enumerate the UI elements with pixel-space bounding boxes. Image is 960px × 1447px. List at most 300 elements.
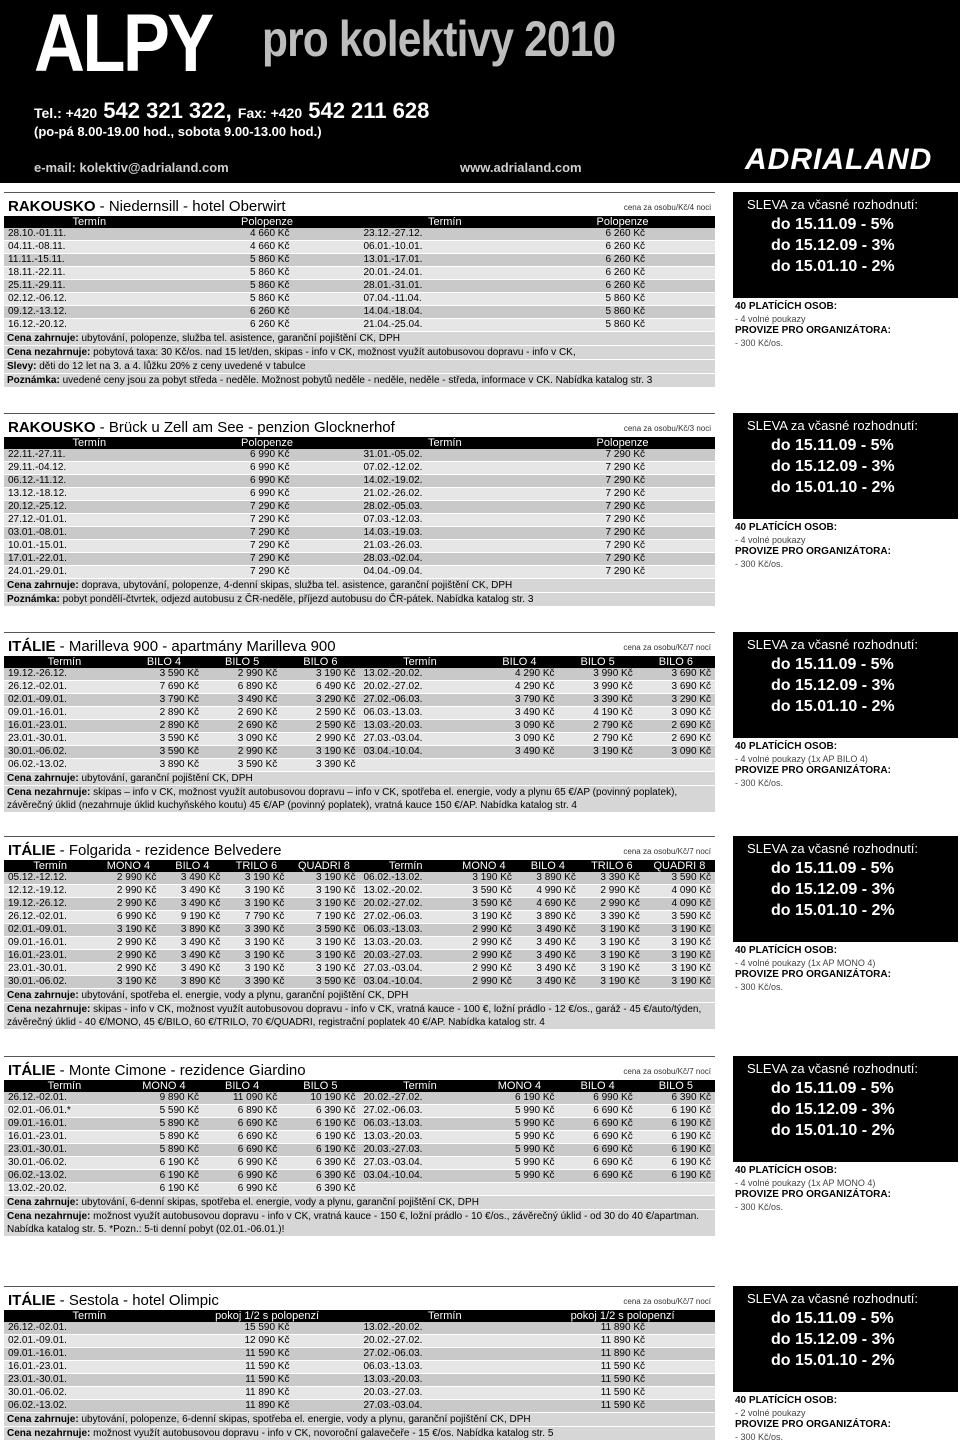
price-cell: 6 990 Kč [175, 462, 360, 475]
discount-title: SLEVA za včasné rozhodnutí: [747, 1291, 919, 1306]
column-header: Polopenze [175, 437, 360, 449]
offer-title [4, 836, 715, 860]
price-cell: 11 890 Kč [530, 1335, 715, 1348]
hotel-name: - Niedernsill - hotel Oberwirt [95, 198, 286, 215]
table-row [4, 306, 715, 319]
offer-notes [4, 1413, 715, 1441]
date-cell: 27.03.-03.04. [359, 1400, 530, 1413]
price-cell: 5 990 Kč [480, 1118, 558, 1131]
price-cell: 3 490 Kč [516, 963, 580, 976]
price-cell: 6 190 Kč [637, 1118, 715, 1131]
commission-value: - 300 Kč/os. [735, 559, 784, 569]
price-cell: 6 690 Kč [559, 1131, 637, 1144]
column-header: Termín [359, 656, 480, 668]
note-label: Cena zahrnuje: [7, 580, 79, 591]
price-cell: 3 190 Kč [288, 963, 359, 976]
price-cell: 4 090 Kč [644, 898, 715, 911]
commission-label: PROVIZE PRO ORGANIZÁTORA: [735, 325, 891, 336]
table-row [4, 976, 715, 989]
price-cell: 3 590 Kč [644, 872, 715, 885]
group-info [735, 1395, 960, 1443]
price-cell: 2 890 Kč [125, 707, 203, 720]
price-cell: 5 860 Kč [175, 293, 360, 306]
date-cell: 16.01.-23.01. [4, 720, 125, 733]
table-row [4, 872, 715, 885]
date-cell: 09.01.-16.01. [4, 937, 96, 950]
price-cell [637, 759, 715, 772]
price-cell: 4 290 Kč [480, 681, 558, 694]
price-cell: 3 690 Kč [637, 668, 715, 681]
price-cell: 3 190 Kč [580, 937, 644, 950]
table-row [4, 1118, 715, 1131]
date-cell: 20.02.-27.02. [359, 898, 451, 911]
date-cell: 23.01.-30.01. [4, 1144, 125, 1157]
table-row [4, 488, 715, 501]
discount-d1: do 15.11.09 - 5% [771, 656, 894, 673]
note-line [4, 374, 715, 388]
discount-d1: do 15.11.09 - 5% [771, 437, 894, 454]
offer-section [4, 632, 715, 813]
price-cell: 5 990 Kč [480, 1170, 558, 1183]
fax-label: Fax: +420 [237, 105, 303, 121]
price-cell [559, 1183, 637, 1196]
group-size-label: 40 PLATÍCÍCH OSOB: [735, 741, 838, 752]
note-line [4, 786, 715, 813]
price-cell: 2 990 Kč [96, 872, 160, 885]
discount-title: SLEVA za včasné rozhodnutí: [747, 841, 919, 856]
offer-section [4, 1056, 715, 1237]
price-cell: 5 860 Kč [175, 254, 360, 267]
date-cell: 13.02.-20.02. [359, 1322, 530, 1335]
discount-d3: do 15.01.10 - 2% [771, 258, 895, 275]
price-cell: 5 890 Kč [125, 1118, 203, 1131]
price-cell: 4 290 Kč [480, 668, 558, 681]
column-header: Termín [359, 216, 530, 228]
table-row [4, 254, 715, 267]
offer-section [4, 1286, 715, 1441]
date-cell: 29.11.-04.12. [4, 462, 175, 475]
price-cell: 6 990 Kč [203, 1170, 281, 1183]
price-cell: 3 490 Kč [160, 963, 224, 976]
price-cell: 6 260 Kč [530, 241, 715, 254]
price-cell: 3 890 Kč [125, 759, 203, 772]
price-cell: 3 490 Kč [160, 872, 224, 885]
price-cell: 6 890 Kč [203, 1105, 281, 1118]
price-table [4, 860, 715, 989]
commission-label: PROVIZE PRO ORGANIZÁTORA: [735, 969, 891, 980]
price-cell: 3 590 Kč [452, 898, 516, 911]
price-cell: 3 190 Kč [224, 963, 288, 976]
column-header: Termín [359, 437, 530, 449]
date-cell: 20.02.-27.02. [359, 1335, 530, 1348]
price-cell: 5 990 Kč [480, 1131, 558, 1144]
country-name: ITÁLIE [8, 638, 56, 655]
price-cell: 5 890 Kč [125, 1144, 203, 1157]
price-cell: 6 260 Kč [530, 254, 715, 267]
table-row [4, 267, 715, 280]
price-cell: 11 590 Kč [175, 1374, 360, 1387]
table-row [4, 241, 715, 254]
price-cell: 3 190 Kč [644, 950, 715, 963]
column-header: Termín [4, 437, 175, 449]
discount-d1: do 15.11.09 - 5% [771, 860, 894, 877]
price-cell [637, 1183, 715, 1196]
price-cell: 6 490 Kč [281, 681, 359, 694]
price-cell: 6 990 Kč [203, 1157, 281, 1170]
discount-d3: do 15.01.10 - 2% [771, 1352, 895, 1369]
discount-d3: do 15.01.10 - 2% [771, 902, 895, 919]
date-cell [359, 759, 480, 772]
date-cell: 14.04.-18.04. [359, 306, 530, 319]
price-cell: 5 990 Kč [480, 1105, 558, 1118]
price-cell: 4 190 Kč [559, 707, 637, 720]
offer-heading [8, 419, 395, 436]
table-row [4, 319, 715, 332]
price-cell: 3 190 Kč [224, 950, 288, 963]
price-cell: 5 990 Kč [480, 1157, 558, 1170]
price-cell: 3 290 Kč [281, 694, 359, 707]
group-info [735, 301, 960, 349]
table-row [4, 475, 715, 488]
column-header: BILO 4 [203, 1080, 281, 1092]
offer-section [4, 413, 715, 607]
price-cell: 3 890 Kč [516, 911, 580, 924]
price-cell: 3 390 Kč [559, 694, 637, 707]
column-header: MONO 4 [480, 1080, 558, 1092]
price-cell: 2 990 Kč [96, 963, 160, 976]
date-cell: 17.01.-22.01. [4, 553, 175, 566]
offer-notes [4, 989, 715, 1030]
column-header: MONO 4 [452, 860, 516, 872]
price-cell: 2 990 Kč [96, 950, 160, 963]
price-cell: 7 290 Kč [530, 514, 715, 527]
note-label: Slevy: [7, 361, 37, 372]
date-cell: 06.12.-11.12. [4, 475, 175, 488]
date-cell: 03.04.-10.04. [359, 976, 451, 989]
date-cell: 04.11.-08.11. [4, 241, 175, 254]
price-cell: 3 190 Kč [580, 924, 644, 937]
commission-label: PROVIZE PRO ORGANIZÁTORA: [735, 1189, 891, 1200]
price-cell: 3 890 Kč [160, 976, 224, 989]
price-cell: 3 990 Kč [559, 681, 637, 694]
price-cell: 2 990 Kč [203, 668, 281, 681]
note-label: Cena zahrnuje: [7, 333, 79, 344]
price-unit-note: cena za osobu/Kč/7 nocí [623, 643, 711, 652]
column-header: BILO 4 [559, 1080, 637, 1092]
discount-d2: do 15.12.09 - 3% [771, 881, 895, 898]
price-cell: 6 690 Kč [559, 1157, 637, 1170]
price-cell: 3 490 Kč [516, 937, 580, 950]
date-cell: 06.01.-10.01. [359, 241, 530, 254]
price-cell: 11 890 Kč [175, 1400, 360, 1413]
price-cell: 2 590 Kč [281, 707, 359, 720]
date-cell: 02.01.-09.01. [4, 924, 96, 937]
price-table [4, 437, 715, 579]
note-line [4, 1210, 715, 1237]
note-text: skipas – info v CK, možnost využít autobusovou dopravu – info v CK, spotřeba el. energie, vody a plynu 65 €/AP (povinný poplatek), závěrečný úklid (nezahrnuje úklid kuchyňského koutu) 45 €/AP (povinný poplatek), vratná kauce 150 €/AP. Nabídka katalog str. 4 [7, 787, 678, 811]
price-cell: 6 260 Kč [175, 306, 360, 319]
price-unit-note: cena za osobu/Kč/7 nocí [623, 847, 711, 856]
table-row [4, 898, 715, 911]
country-name: ITÁLIE [8, 1292, 56, 1309]
price-cell: 3 190 Kč [288, 937, 359, 950]
date-cell: 20.02.-27.02. [359, 1092, 480, 1105]
price-cell: 4 990 Kč [516, 885, 580, 898]
discount-d3: do 15.01.10 - 2% [771, 1122, 895, 1139]
note-line [4, 346, 715, 360]
price-cell: 6 690 Kč [559, 1170, 637, 1183]
discount-d1: do 15.11.09 - 5% [771, 1310, 894, 1327]
date-cell: 10.01.-15.01. [4, 540, 175, 553]
table-row [4, 293, 715, 306]
date-cell: 06.02.-13.02. [4, 1170, 125, 1183]
price-table [4, 656, 715, 772]
price-cell: 7 290 Kč [175, 566, 360, 579]
commission-label: PROVIZE PRO ORGANIZÁTORA: [735, 1419, 891, 1430]
price-cell: 7 290 Kč [530, 488, 715, 501]
price-cell: 3 190 Kč [224, 898, 288, 911]
price-cell: 11 890 Kč [175, 1387, 360, 1400]
date-cell: 27.02.-06.03. [359, 694, 480, 707]
date-cell: 20.02.-27.02. [359, 681, 480, 694]
table-row [4, 707, 715, 720]
date-cell: 13.03.-20.03. [359, 720, 480, 733]
price-cell: 6 690 Kč [559, 1144, 637, 1157]
price-cell: 6 390 Kč [281, 1170, 359, 1183]
table-row [4, 759, 715, 772]
column-header: pokoj 1/2 s polopenzí [530, 1310, 715, 1322]
price-cell: 3 190 Kč [644, 924, 715, 937]
table-row [4, 1387, 715, 1400]
discount-d3: do 15.01.10 - 2% [771, 479, 895, 496]
date-cell: 24.01.-29.01. [4, 566, 175, 579]
price-cell: 6 990 Kč [175, 449, 360, 462]
price-cell: 2 990 Kč [452, 924, 516, 937]
note-label: Cena nezahrnuje: [7, 347, 91, 358]
price-cell: 6 190 Kč [480, 1092, 558, 1105]
date-cell: 21.03.-26.03. [359, 540, 530, 553]
group-info [735, 945, 960, 993]
date-cell: 30.01.-06.02. [4, 1387, 175, 1400]
date-cell: 16.01.-23.01. [4, 1361, 175, 1374]
commission-label: PROVIZE PRO ORGANIZÁTORA: [735, 765, 891, 776]
price-cell: 3 190 Kč [580, 976, 644, 989]
price-table [4, 1310, 715, 1413]
offer-heading [8, 1062, 306, 1079]
price-cell: 3 090 Kč [480, 733, 558, 746]
date-cell: 31.01.-05.02. [359, 449, 530, 462]
table-row [4, 1335, 715, 1348]
note-line [4, 1413, 715, 1427]
main-title: ALPY [34, 0, 212, 89]
price-cell: 2 690 Kč [203, 720, 281, 733]
price-cell: 6 990 Kč [175, 475, 360, 488]
column-header: BILO 5 [203, 656, 281, 668]
hotel-name: - Monte Cimone - rezidence Giardino [55, 1062, 306, 1079]
price-cell: 2 690 Kč [637, 733, 715, 746]
date-cell: 21.02.-26.02. [359, 488, 530, 501]
price-cell: 2 990 Kč [452, 976, 516, 989]
website-link[interactable]: www.adrialand.com [460, 160, 582, 175]
group-info [735, 1165, 960, 1213]
price-cell: 3 390 Kč [281, 759, 359, 772]
price-cell: 3 090 Kč [637, 707, 715, 720]
date-cell: 21.04.-25.04. [359, 319, 530, 332]
price-cell: 2 990 Kč [203, 746, 281, 759]
price-cell: 7 290 Kč [530, 501, 715, 514]
free-vouchers: - 2 volné poukazy [735, 1408, 806, 1418]
note-label: Cena nezahrnuje: [7, 1211, 91, 1222]
price-cell: 6 190 Kč [637, 1157, 715, 1170]
date-cell: 06.03.-13.03. [359, 924, 451, 937]
column-header: BILO 5 [637, 1080, 715, 1092]
date-cell: 06.02.-13.02. [4, 1400, 175, 1413]
price-cell: 4 660 Kč [175, 228, 360, 241]
price-cell: 7 290 Kč [530, 566, 715, 579]
note-text: uvedené ceny jsou za pobyt středa - neděle. Možnost pobytů neděle - neděle, neděle - středa, informace v CK. Nabídka katalog str. 3 [59, 375, 653, 386]
main-subtitle: pro kolektivy 2010 [262, 11, 616, 67]
note-text: ubytování, garanční pojištění CK, DPH [78, 773, 253, 784]
price-cell: 7 290 Kč [530, 527, 715, 540]
column-header: Termín [359, 860, 451, 872]
discount-box [733, 192, 958, 298]
date-cell: 28.10.-01.11. [4, 228, 175, 241]
price-cell: 3 190 Kč [96, 976, 160, 989]
offer-notes [4, 1196, 715, 1237]
date-cell: 06.03.-13.03. [359, 1118, 480, 1131]
price-cell: 3 190 Kč [288, 898, 359, 911]
price-cell: 11 890 Kč [530, 1348, 715, 1361]
price-cell: 3 190 Kč [452, 872, 516, 885]
price-cell: 6 390 Kč [281, 1105, 359, 1118]
price-cell: 4 090 Kč [644, 885, 715, 898]
table-row [4, 733, 715, 746]
price-cell: 3 090 Kč [480, 720, 558, 733]
price-cell: 11 590 Kč [530, 1400, 715, 1413]
date-cell: 27.02.-06.03. [359, 911, 451, 924]
table-row [4, 937, 715, 950]
table-row [4, 694, 715, 707]
price-cell: 3 490 Kč [516, 976, 580, 989]
price-cell: 6 190 Kč [637, 1144, 715, 1157]
note-line [4, 1427, 715, 1441]
commission-value: - 300 Kč/os. [735, 338, 784, 348]
discount-d2: do 15.12.09 - 3% [771, 677, 895, 694]
date-cell: 27.02.-06.03. [359, 1105, 480, 1118]
price-cell: 5 860 Kč [530, 319, 715, 332]
free-vouchers: - 4 volné poukazy (1x AP MONO 4) [735, 958, 876, 968]
offer-title [4, 192, 715, 216]
table-row [4, 1322, 715, 1335]
price-cell: 5 890 Kč [125, 1131, 203, 1144]
hotel-name: - Folgarida - rezidence Belvedere [55, 842, 282, 859]
commission-value: - 300 Kč/os. [735, 982, 784, 992]
price-cell: 3 790 Kč [480, 694, 558, 707]
table-row [4, 280, 715, 293]
note-text: ubytování, spotřeba el. energie, vody a plynu, garanční pojištění CK, DPH [78, 990, 409, 1001]
price-cell: 3 590 Kč [452, 885, 516, 898]
date-cell: 16.01.-23.01. [4, 1131, 125, 1144]
date-cell: 30.01.-06.02. [4, 746, 125, 759]
note-text: možnost využít autobusovou dopravu - info v CK, vratná kauce - 150 €, ložní prádlo - 10 €/os., závěrečný úklid - od 30 do 40 €/apartman. Nabídka katalog str. 5. *Pozn.: 5-ti denní pobyt (02.01.-06.01.)! [7, 1211, 700, 1235]
note-label: Cena zahrnuje: [7, 1414, 79, 1425]
price-cell: 3 490 Kč [160, 950, 224, 963]
price-cell: 3 490 Kč [516, 950, 580, 963]
date-cell: 09.12.-13.12. [4, 306, 175, 319]
date-cell: 26.12.-02.01. [4, 911, 96, 924]
price-cell: 3 790 Kč [125, 694, 203, 707]
price-cell: 7 290 Kč [530, 462, 715, 475]
discount-title: SLEVA za včasné rozhodnutí: [747, 418, 919, 433]
discount-d2: do 15.12.09 - 3% [771, 237, 895, 254]
price-cell: 5 860 Kč [175, 280, 360, 293]
date-cell: 27.03.-03.04. [359, 963, 451, 976]
date-cell: 13.12.-18.12. [4, 488, 175, 501]
date-cell: 16.12.-20.12. [4, 319, 175, 332]
price-cell: 5 860 Kč [530, 306, 715, 319]
note-label: Poznámka: [7, 375, 60, 386]
price-cell: 2 990 Kč [580, 885, 644, 898]
price-cell: 4 660 Kč [175, 241, 360, 254]
price-cell: 6 690 Kč [559, 1118, 637, 1131]
table-row [4, 668, 715, 681]
offer-heading [8, 198, 286, 215]
price-cell: 7 790 Kč [224, 911, 288, 924]
price-cell: 3 190 Kč [288, 950, 359, 963]
price-cell: 11 890 Kč [530, 1322, 715, 1335]
date-cell: 20.03.-27.03. [359, 1144, 480, 1157]
price-cell: 6 190 Kč [637, 1170, 715, 1183]
table-row [4, 924, 715, 937]
price-cell: 5 860 Kč [530, 293, 715, 306]
price-table [4, 1080, 715, 1196]
price-cell: 3 190 Kč [580, 950, 644, 963]
price-cell: 11 590 Kč [175, 1348, 360, 1361]
offer-heading [8, 638, 336, 655]
table-row [4, 1183, 715, 1196]
price-cell: 6 690 Kč [559, 1105, 637, 1118]
price-unit-note: cena za osobu/Kč/7 nocí [623, 1297, 711, 1306]
price-cell: 7 290 Kč [175, 540, 360, 553]
page-header [0, 0, 960, 183]
date-cell: 20.03.-27.03. [359, 950, 451, 963]
column-header: Termín [359, 1080, 480, 1092]
price-cell: 11 590 Kč [175, 1361, 360, 1374]
price-unit-note: cena za osobu/Kč/3 noci [623, 424, 711, 433]
note-label: Cena nezahrnuje: [7, 787, 91, 798]
table-row [4, 1092, 715, 1105]
price-cell: 2 690 Kč [637, 720, 715, 733]
email-link[interactable]: e-mail: kolektiv@adrialand.com [34, 160, 229, 175]
note-text: ubytování, polopenze, 6-denní skipas, spotřeba el. energie, vody a plynu, garanční pojištění CK, DPH [78, 1414, 531, 1425]
column-header: pokoj 1/2 s polopenzí [175, 1310, 360, 1322]
price-cell: 6 390 Kč [281, 1183, 359, 1196]
note-line [4, 1003, 715, 1030]
price-cell: 3 190 Kč [644, 976, 715, 989]
column-header: BILO 5 [559, 656, 637, 668]
date-cell: 28.03.-02.04. [359, 553, 530, 566]
note-line [4, 593, 715, 607]
phone-number[interactable]: 542 321 322, [103, 98, 232, 123]
table-row [4, 1157, 715, 1170]
date-cell: 02.01.-09.01. [4, 1335, 175, 1348]
group-size-label: 40 PLATÍCÍCH OSOB: [735, 522, 838, 533]
column-header: BILO 4 [160, 860, 224, 872]
note-label: Cena zahrnuje: [7, 1197, 79, 1208]
price-cell: 2 990 Kč [580, 898, 644, 911]
discount-d1: do 15.11.09 - 5% [771, 216, 894, 233]
table-row [4, 1361, 715, 1374]
